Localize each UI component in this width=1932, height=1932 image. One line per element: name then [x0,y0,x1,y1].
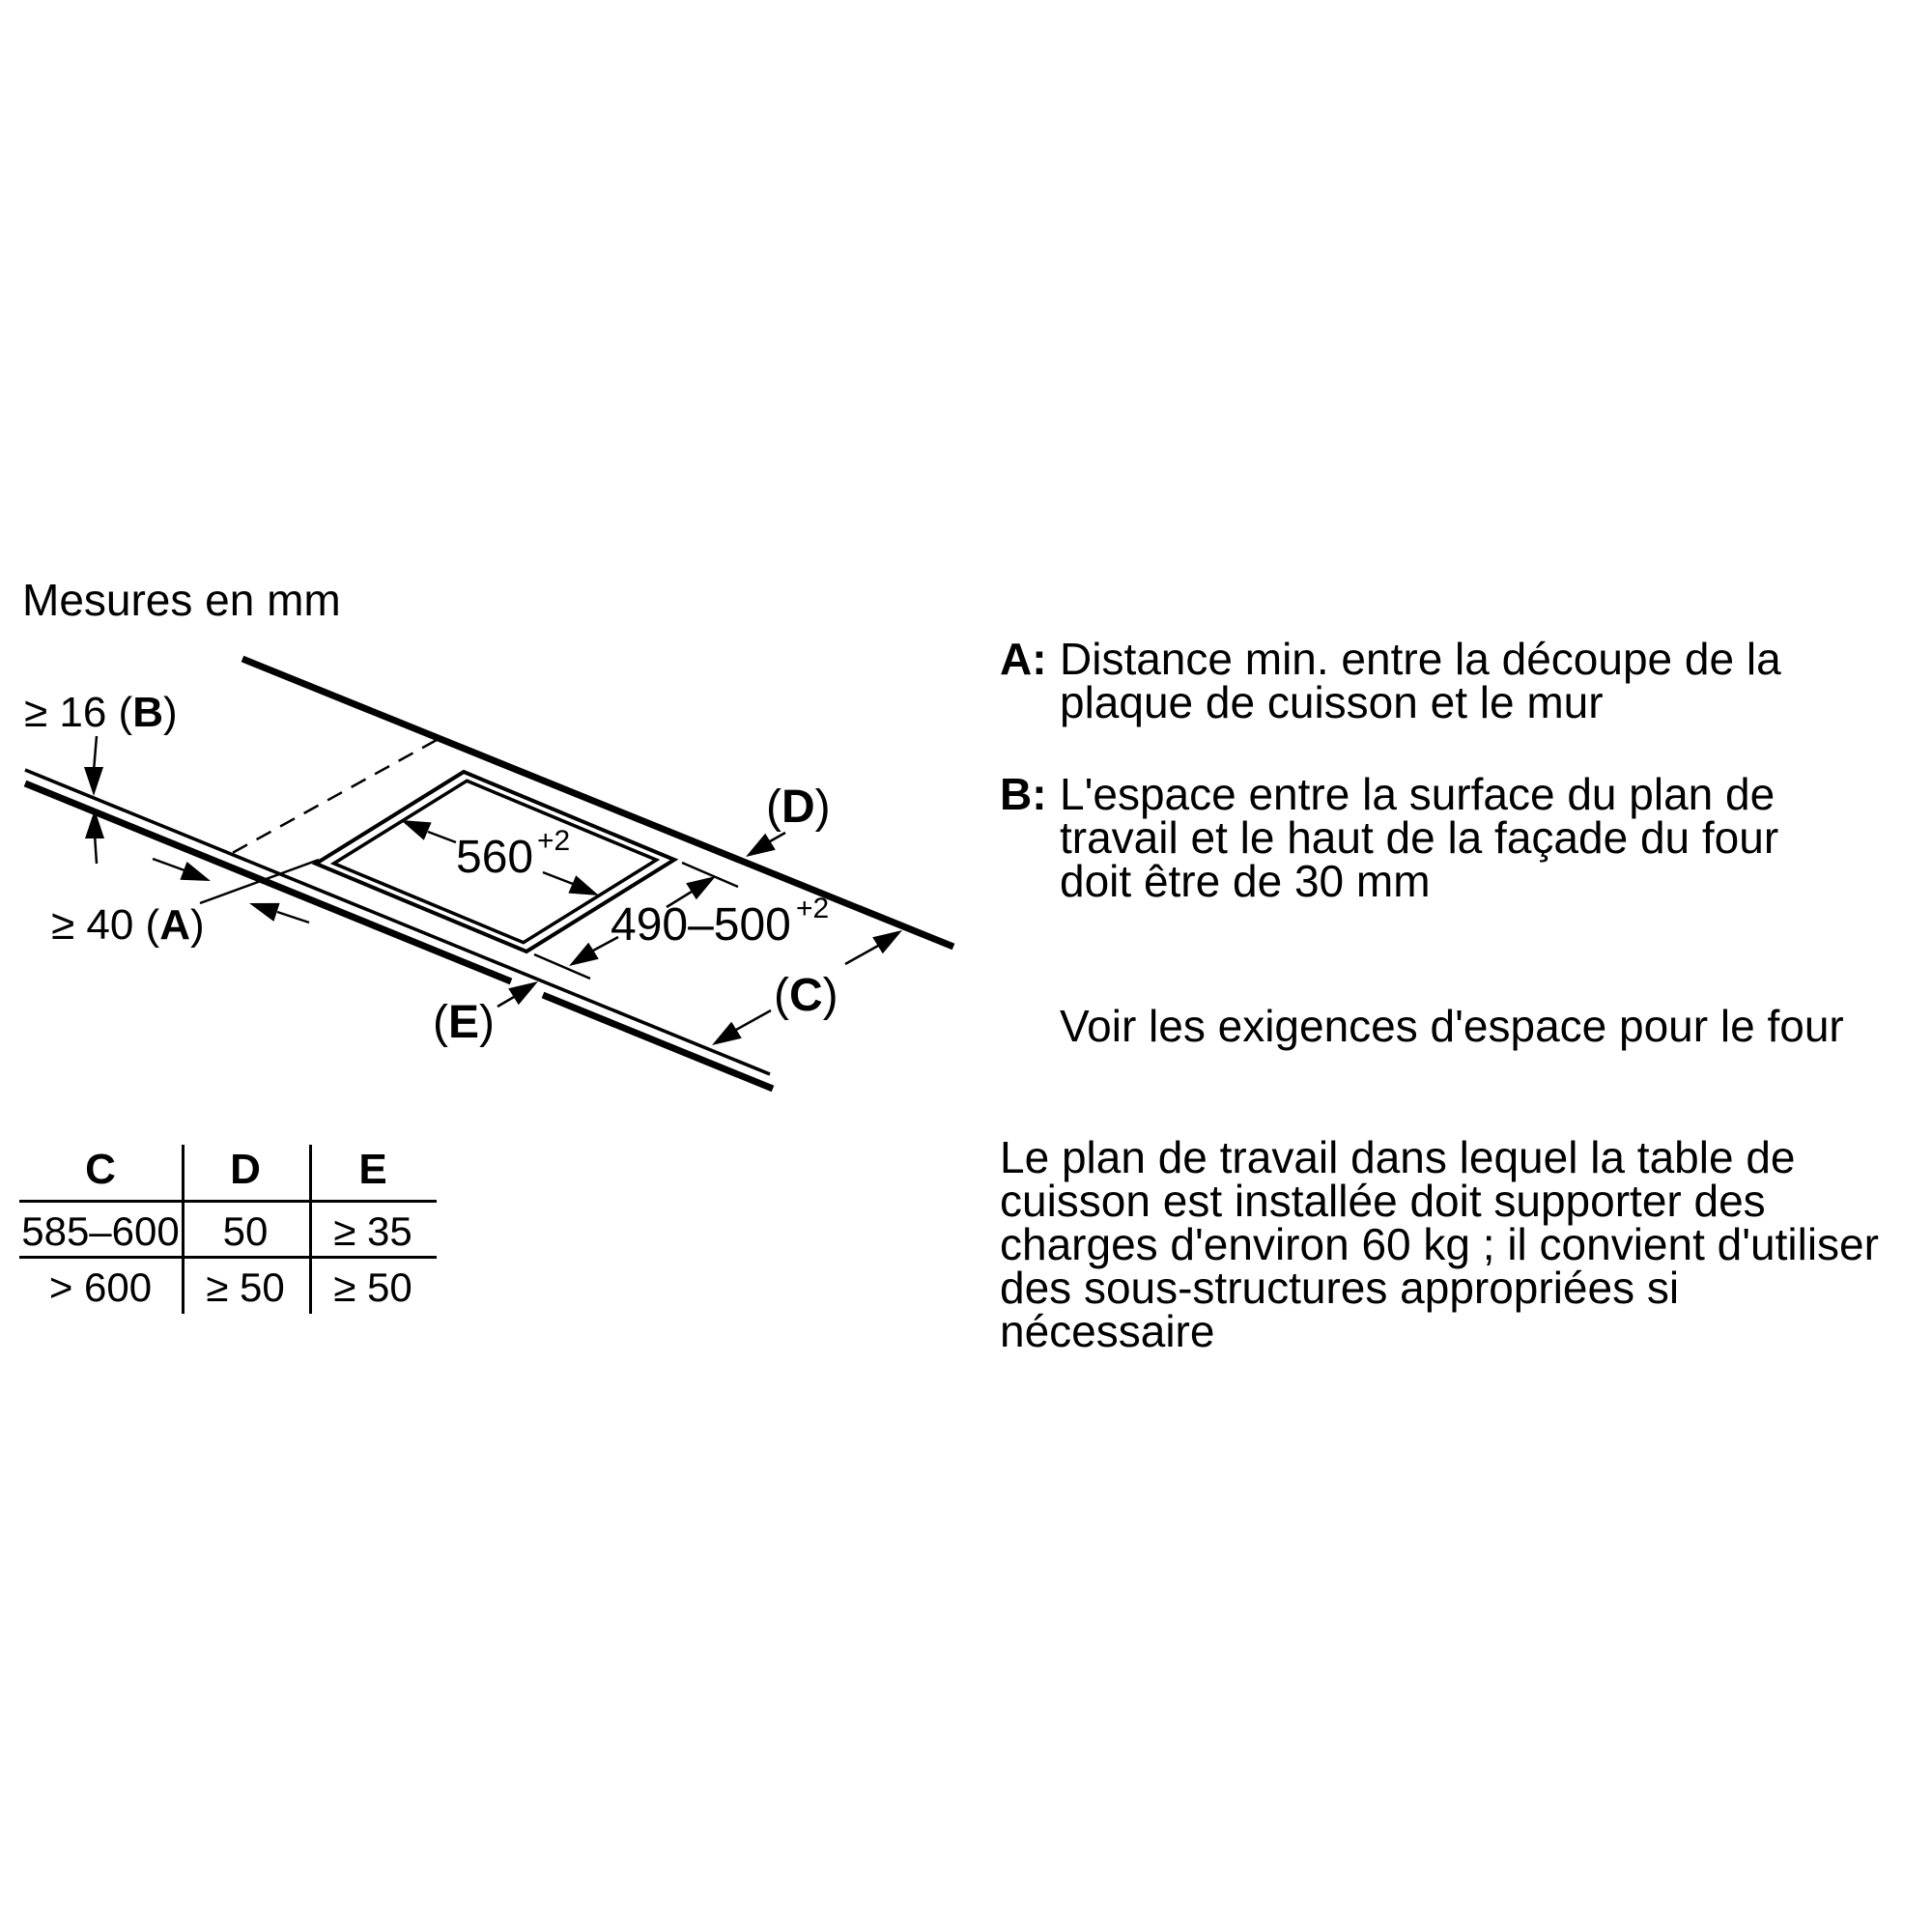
dim-560-arrow-right-shaft [543,872,573,884]
note-b-line: L'espace entre la surface du plan de [1060,769,1776,819]
label-d-leader-shaft [770,833,785,841]
label-c-leader-up-head [872,930,902,953]
dim-490-tolerance: +2 [796,893,830,924]
note-b-text [1060,769,1929,906]
table-row [19,1209,437,1254]
table-horizontal-line-1 [19,1200,437,1203]
note-a-line: Distance min. entre la découpe de la [1060,634,1781,684]
dim-560-arrow-right-head [568,875,599,895]
table-header-c: C [85,1146,116,1193]
note-a-label: A: [1000,634,1047,684]
dim-560-arrow-left-shaft [428,832,456,842]
table-row [19,1265,437,1310]
note-load-line: nécessaire [1000,1306,1215,1356]
label-e-leader-shaft [497,997,514,1007]
dim-b-label: ≥ 16 (B) [24,689,178,736]
label-c: (C) [774,970,838,1021]
dim-a-label-text: ≥ 40 (A) [51,901,205,949]
table-horizontal-line-2 [19,1256,437,1259]
note-see-oven: Voir les exigences d'espace pour le four [1060,1001,1844,1051]
label-c-leader-down-shaft [736,1010,771,1030]
note-load [1000,1132,1927,1356]
dim-560-value: 560 [456,832,534,883]
table-cell: 585–600 [21,1208,180,1254]
worktop-front-bottom-line-left [25,783,511,981]
note-load-line: des sous-structures appropriées si [1000,1263,1680,1313]
note-a-line: plaque de cuisson et le mur [1060,677,1604,727]
table-header-e: E [358,1146,387,1193]
dim-b-arrow-bottom-shaft [95,835,97,864]
label-c-leader-up-shaft [845,946,878,964]
table-header-row [19,1148,437,1192]
table-cell: ≥ 50 [333,1264,412,1310]
table-header-d: D [230,1146,261,1193]
table-cell: > 600 [48,1264,153,1310]
dim-a-arrow-left-shaft [153,859,185,870]
label-d-leader-head [746,834,776,857]
dim-490-value: 490–500 [611,899,791,951]
note-b-label: B: [1000,769,1047,819]
note-load-line: Le plan de travail dans lequel la table de [1000,1132,1796,1182]
note-load-line: cuisson est installée doit supporter des [1000,1176,1766,1226]
dim-490-arrow-up-head [686,876,716,899]
dim-490-arrow-down-head [569,943,599,966]
dim-b-arrow-top-shaft [94,736,97,771]
note-b-line: doit être de 30 mm [1060,856,1431,906]
worktop-front-bottom-line-right [543,995,773,1089]
note-load-line: charges d'environ 60 kg ; il convient d'utiliser [1000,1219,1879,1269]
label-d: (D) [766,781,831,833]
dim-b-arrow-top-head [84,767,103,796]
label-c-leader-down-head [712,1022,742,1045]
page-title: Mesures en mm [22,575,341,625]
dim-a-arrow-right-head [249,903,280,922]
label-e: (E) [433,997,495,1048]
dim-a-arrow-left-head [180,862,211,881]
table-cell: 50 [222,1208,269,1254]
note-b-line: travail et le haut de la façade du four [1060,812,1779,863]
table-cell: ≥ 50 [206,1264,285,1310]
dim-a-arrow-right-shaft [277,912,309,923]
hidden-edge-dashed-line [227,740,437,856]
dim-560-arrow-left-head [401,820,432,840]
table-cell: ≥ 35 [333,1208,412,1254]
label-e-leader-head [508,981,538,1005]
note-a-text [1060,634,1929,727]
dim-560-tolerance: +2 [537,825,571,857]
